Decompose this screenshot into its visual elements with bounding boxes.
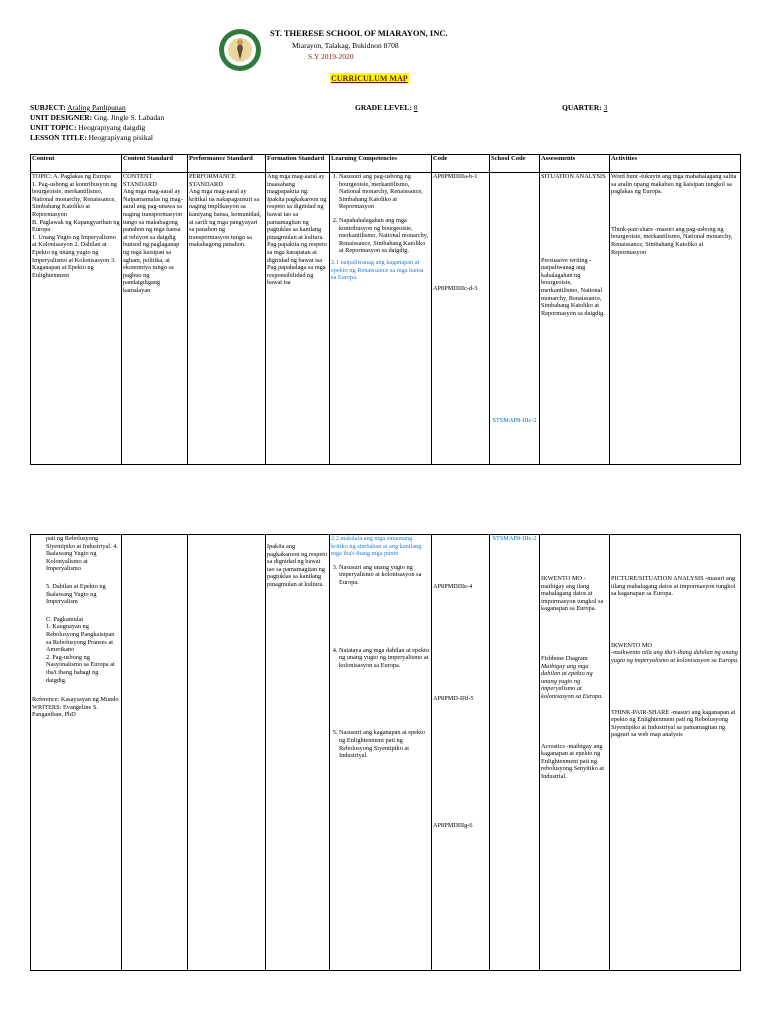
competency-1: 1. Nasusuri ang pag-usbong ng bourgeoisie, merkantilismo, National monarchy, Renaissance, Simbahang Katoliko at Repormasyon [339, 173, 430, 211]
code-3: AP8PMDIIIe-4 [433, 583, 473, 590]
meta-subject: SUBJECT: Araling Panlipunan [30, 103, 126, 112]
school-code: STSMAP8-IIIc-2 [492, 417, 537, 424]
school-address: Miarayon, Talakag, Bukidnon 8708 [292, 41, 399, 50]
col-header: Content [31, 155, 122, 173]
document-title: CURRICULUM MAP [331, 74, 408, 83]
content-part-2: 5. Dahilan at Epekto ng Ikalawang Yugto ng Imperyalism [46, 582, 106, 606]
code-cell [432, 173, 490, 465]
content-part-1: pati ng Rebolusyong Siyentipiko at Industriyal. 4. Ikalawang Yugto ng Kolonyalismo at Imperyalismo [46, 535, 118, 573]
content-cell [31, 535, 122, 971]
competency-2-2: 2.2 makilala ang mga sinaunang kritiko ng simbahan at ang kanilang mga iba't-ibang mga punto [331, 535, 422, 558]
activity-3: THINK-PAIR-SHARE -masuri ang kaganapan at epekto ng Enlightenment pati ng Rebolusyong Siyentipiko at Industriyal sa pamamagitan ng pagsuri sa web map analysis [611, 708, 736, 739]
school-year: S.Y 2019-2020 [308, 52, 354, 61]
assessment-3: Acrostics -maibigay ang kaganapan at epekto ng Enlightenment pati ng rebolusyong Senyitiko at Industrial. [541, 742, 604, 780]
competency-2: 2. Napahahalagahan ang mga kontribusyon ng bourgeoisie, merkantilismo, National monarchy, Renaissance, Simbahang Katoliko at Repormasyon sa daigdig. [339, 217, 430, 255]
activity-2-text: -maikwento nila ang iba't-ibang dahilan ng unang yugto ng imperyalismo at kolonisasyon sa Europa. [611, 649, 739, 664]
meta-lesson: LESSON TITLE: Heograpiyang pisikal [30, 133, 153, 142]
meta-quarter: QUARTER: 3 [562, 103, 608, 112]
assessment-1: IKWENTO MO -maibigay ang ilang mahalagang datos at impormasyon tungkol sa kaganapan sa Europa. [541, 575, 604, 613]
content-part-3: C. Pagkamulat 1. Kaugnayan ng Rebolusyong Pangkaisipan sa Rebolusyong Pranses at Amerikano 2. Pag-usbong ng Nasyonalismo sa Europa at iba't ibang bahagi ng daigdig. [46, 615, 115, 684]
competency-4: 4. Natataya ang mga dahilan at epekto ng unang yugto ng imperyalismo at kolonisasyon sa Europa. [339, 647, 430, 670]
school-name: ST. THERESE SCHOOL OF MIARAYON, INC. [270, 28, 448, 38]
performance-standard-cell [188, 535, 266, 971]
col-header: Code [432, 155, 490, 173]
col-header: Learning Competencies [330, 155, 432, 173]
code-5: AP8PMDIIIg-6 [433, 822, 473, 830]
code-2: AP8PMDIIIc-d-3 [433, 284, 478, 292]
assessment-2-title: Fishbone Diagram [541, 654, 588, 662]
formation-text: Ipakita ang pagkakaroon ng respeto sa dignidad ng bawat tao sa pamamagitan ng pagtuklas sa kanilang pinagmulan at kultura. [267, 543, 328, 588]
formation-standard-cell [266, 535, 330, 971]
curriculum-table-page2 [30, 534, 741, 971]
content-standard-cell: CONTENT STANDARD Ang mga mag-aaral ay Naipamamalas ng mag-aaral ang pag-unawa sa naging transpormasyon tungo sa makabagong panahon ng mga bansa at rehiyon sa daigdig bunsod ng paglaganap ng mga kaisipan sa agham, politika, at ekonomiya tungo sa pagbuo ng pandaigdigang kamalayan [122, 173, 188, 465]
competency-5: 5. Nasusuri ang kaganapan at epekto ng Enlightenment pati ng Rebolusyong Siyentipiko at Industriyal. [339, 729, 430, 759]
content-standard-cell [122, 535, 188, 971]
competency-2-1: 2.1 naipaliwanag ang kaganapan at epekto ng Renaissance sa mga bansa sa Europa. [331, 258, 424, 282]
school-code-cell [490, 173, 540, 465]
code-1: AP8PMDIIIa-b-1 [433, 173, 478, 180]
col-header: Formation Standard [266, 155, 330, 173]
assessments-cell [540, 535, 610, 971]
table-row [31, 535, 741, 971]
activities-cell [610, 535, 741, 971]
code-4: AP8PMD-IIIf-5 [433, 694, 474, 702]
table-row [31, 173, 741, 465]
content-cell: TOPIC: A. Paglakas ng Europa 1. Pag-usbong at kontribusyon ng bourgeoisie, merkantilismo, National monarchy, Renaissance, Simbahang Katoliko at Repormasyon B. Paglawak ng Kapangyarihan ng Europa 1. Unang Yugto ng Imperyalismo at Kolonisasyon 2. Dahilan at Epekto ng unang yugto ng Imperyalismo at Kolonisasyon 3. Kaganapan at Epekto ng Enlightenment [31, 173, 122, 465]
col-header: Performance Standard [188, 155, 266, 173]
school-code-cell [490, 535, 540, 971]
meta-designer: UNIT DESIGNER: Gng. Jingle S. Labadan [30, 113, 165, 122]
activity-2: Think-pair-share -masuri ang pag-usbong ng bourgeoisie, merkantilismo, National monarchy, Renaissance, Simbahang Katoliko at Repormasyon [611, 225, 733, 256]
competency-3: 3. Nasusuri ang unang yugto ng imperyalismo at kolonisasyon sa Europa. [339, 564, 430, 587]
code-cell [432, 535, 490, 971]
col-header: Content Standard [122, 155, 188, 173]
assessment-1: SITUATION ANALYSIS [541, 173, 606, 180]
meta-topic: UNIT TOPIC: Heograpiyang daigdig [30, 123, 146, 132]
formation-standard-cell: Ang mga mag-aaral ay inaasahang magpapakita ng: Ipakita pagkakaroon ng respeto sa dignidad ng bawat tao sa pamamagitan ng pagtuklas sa kanilang pinagmulan at kultura. Pag papakita ng respeto sa mga karapatan at dignidad ng bawat isa Pag papahalaga sa mga responsibilidad ng bawat isa [266, 173, 330, 465]
activity-2-title: IKWENTO MO [611, 641, 652, 649]
meta-grade: GRADE LEVEL: 8 [355, 103, 418, 112]
assessment-2: Persuasive writing -naipaliwanag ang kahalagahan ng bourgeoisie, merkantilismo, National monarchy, Renaissance, Simbahang Katoliko at Repormasyon sa daigdig. [541, 256, 605, 317]
reference: Reference: Kasaysayan ng Mundo WRITERS: Evangeline S. Panganiban, PhD [32, 696, 119, 719]
activities-cell [610, 173, 741, 465]
assessments-cell [540, 173, 610, 465]
school-seal-logo [218, 28, 262, 72]
header-row [31, 155, 741, 173]
activity-1: PICTURE/SITUATION ANALYSIS -masuri ang iilang mahalagang datos at impormasyon tungkol sa kaganapan sa Europa. [611, 575, 736, 598]
col-header: Activities [610, 155, 741, 173]
activity-1: Word hunt -tukuyin ang mga mahahalagang salita sa aralin upang makabuo ng kaisipan tungkol sa paglakas ng Europa. [611, 173, 737, 196]
col-header: School Code [490, 155, 540, 173]
learning-competencies-cell [330, 535, 432, 971]
curriculum-table-page1 [30, 154, 741, 465]
performance-standard-cell: PERFORMANCE STANDARD Ang mga mag-aaral ay kritikal na nakapagsusuri sa naging implikasyon sa kaniyang bansa, komunidad, at sarili ng mga pangyayari sa panahon ng transpormasyon tungo sa makabagong panahon. [188, 173, 266, 465]
col-header: Assessments [540, 155, 610, 173]
assessment-2-text: Maibigay ang mga dahilan at epekto ng unang yugto ng imperyalismo at kolonisasyon sa Europa. [541, 662, 603, 700]
school-code: STSMAP8-IIIc-2 [492, 535, 537, 542]
learning-competencies-cell [330, 173, 432, 465]
